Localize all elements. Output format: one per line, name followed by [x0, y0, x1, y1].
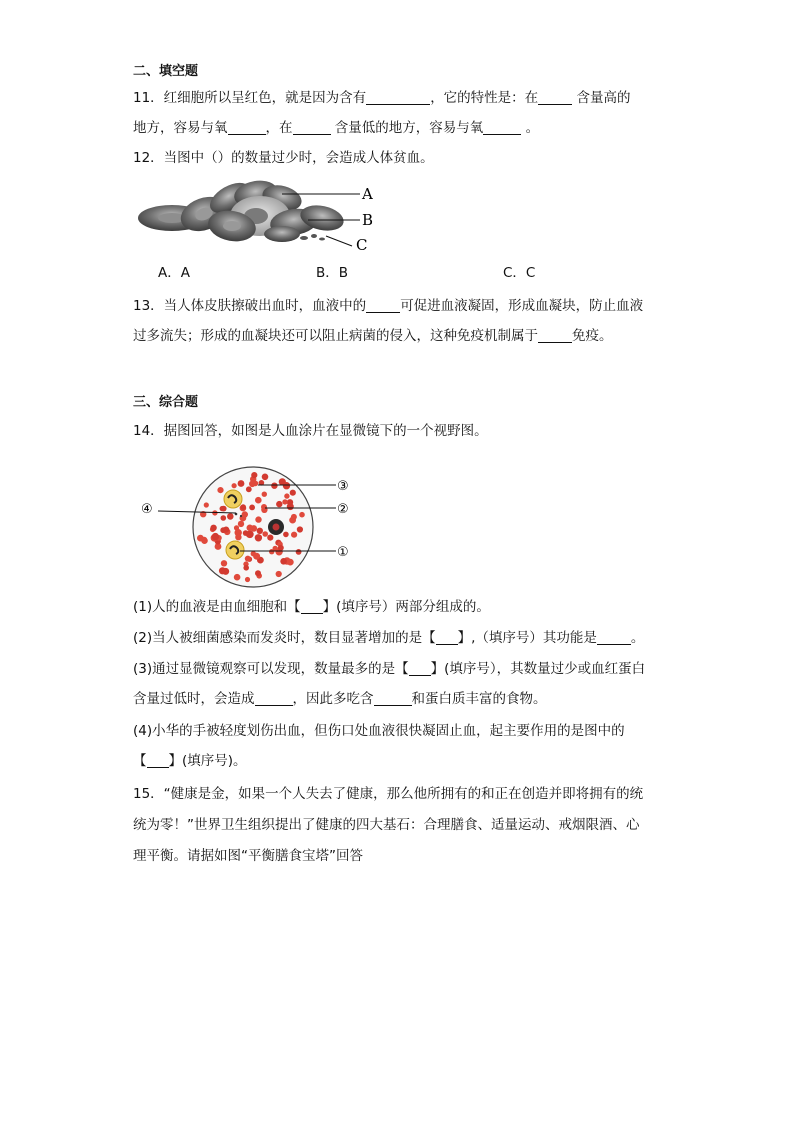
- figure-label-b: B: [362, 211, 374, 229]
- red-blood-cell: [217, 487, 223, 493]
- q14-sub-3-line-2: [133, 689, 547, 709]
- platelet: [319, 238, 325, 241]
- platelet: [300, 236, 308, 240]
- red-blood-cell: [240, 504, 246, 510]
- red-blood-cell: [264, 226, 300, 242]
- red-blood-cell: [255, 516, 261, 522]
- figure-label-c: C: [356, 236, 368, 254]
- q11-text-f: 含量低的地方，容易与氧: [330, 120, 484, 136]
- answer-blank[interactable]: [538, 90, 572, 105]
- q14-1-text-b: 】(填序号）两部分组成的。: [322, 599, 490, 615]
- q13-text-c: 过多流失；形成的血凝块还可以阻止病菌的侵入，这种免疫机制属于: [133, 328, 538, 344]
- red-blood-cell: [220, 527, 226, 533]
- q14-4-text-c: 】(填序号)。: [168, 753, 247, 769]
- red-blood-cell: [243, 565, 249, 571]
- red-blood-cell: [296, 549, 302, 555]
- q13-text-a: 13．当人体皮肤擦破出血时，血液中的: [133, 298, 367, 314]
- red-blood-cell: [243, 530, 249, 536]
- answer-blank[interactable]: [293, 120, 331, 135]
- answer-blank[interactable]: [255, 691, 293, 706]
- figure-label-4: ④: [141, 502, 153, 517]
- answer-blank[interactable]: [409, 661, 431, 676]
- question-15-line-2: 统为零！”世界卫生组织提出了健康的四大基石：合理膳食、适量运动、戒烟限酒、心: [133, 817, 640, 833]
- microscope-view-figure: [138, 465, 368, 589]
- red-blood-cell: [278, 545, 284, 551]
- section-title-fill-in: 二、填空题: [133, 64, 199, 79]
- question-11-line-1: [133, 88, 630, 108]
- answer-blank[interactable]: [374, 691, 412, 706]
- q14-sub-2: [133, 628, 644, 648]
- red-blood-cell: [234, 574, 241, 581]
- question-13-line-2: [133, 326, 613, 346]
- section-title-comprehensive: 三、综合题: [133, 395, 199, 410]
- red-blood-cell: [290, 490, 296, 496]
- q14-3-text-b: 】(填序号），其数量过少或血红蛋白: [430, 661, 646, 677]
- red-blood-cell: [276, 571, 282, 577]
- red-blood-cell: [262, 474, 269, 481]
- red-blood-cell: [246, 486, 252, 492]
- red-blood-cell: [220, 506, 225, 511]
- red-blood-cell: [221, 515, 227, 521]
- red-blood-cell: [255, 570, 261, 576]
- red-blood-cell: [255, 534, 262, 541]
- leader-line-c: [326, 236, 352, 246]
- q14-4-text-b: 【: [133, 753, 147, 769]
- platelet: [311, 234, 317, 238]
- answer-blank[interactable]: [366, 298, 400, 313]
- answer-blank[interactable]: [147, 753, 169, 768]
- red-blood-cell: [221, 560, 227, 566]
- q14-sub-4-line-2: [133, 751, 247, 771]
- red-blood-cell: [232, 483, 237, 488]
- red-blood-cell: [287, 559, 294, 566]
- white-blood-cell-dark-core: [273, 524, 280, 531]
- q13-text-b: 可促进血液凝固，形成血凝块，防止血液: [400, 298, 644, 314]
- q11-text-e: ，在: [265, 120, 293, 136]
- question-11-line-2: [133, 118, 539, 138]
- question-14-text: 14．据图回答，如图是人血涂片在显微镜下的一个视野图。: [133, 423, 488, 439]
- red-blood-cell: [234, 525, 239, 530]
- red-blood-cell: [212, 533, 219, 540]
- q14-3-text-d: ，因此多吃含: [292, 691, 374, 707]
- q14-2-text-a: (2)当人被细菌感染而发炎时，数目显著增加的是【: [133, 630, 436, 646]
- red-blood-cell: [297, 526, 303, 532]
- q14-1-text-a: (1)人的血液是由血细胞和【: [133, 599, 301, 615]
- q11-text-g: 。: [521, 120, 540, 136]
- q14-sub-3-line-1: [133, 659, 645, 679]
- question-15-line-1: 15．“健康是金，如果一个人失去了健康，那么他所拥有的和正在创造并即将拥有的统: [133, 786, 644, 802]
- red-blood-cell: [262, 492, 267, 497]
- red-blood-cell: [291, 532, 297, 538]
- red-blood-cell: [255, 497, 262, 504]
- answer-blank[interactable]: [301, 599, 323, 614]
- q11-text-c: 含量高的: [572, 90, 631, 106]
- question-13-line-1: [133, 296, 643, 316]
- answer-blank[interactable]: [483, 120, 521, 135]
- option-c[interactable]: C．C: [503, 265, 536, 281]
- q11-text-a: 11．红细胞所以呈红色，就是因为含有: [133, 90, 367, 106]
- red-blood-cell: [204, 502, 209, 507]
- red-blood-cell: [280, 558, 287, 565]
- red-blood-cell: [282, 499, 287, 504]
- red-blood-cell: [279, 478, 286, 485]
- red-blood-cell: [238, 480, 245, 487]
- red-blood-cell: [271, 483, 277, 489]
- platelet: [240, 515, 242, 517]
- red-blood-cell: [299, 512, 305, 518]
- red-blood-cell: [262, 531, 268, 537]
- question-12-text: 12．当图中（）的数量过少时，会造成人体贫血。: [133, 150, 434, 166]
- q14-sub-4-line-1: (4)小华的手被轻度划伤出血，但伤口处血液很快凝固止血，起主要作用的是图中的: [133, 723, 625, 739]
- red-blood-cell: [267, 535, 273, 541]
- q14-2-text-b: 】,（填序号）其功能是: [457, 630, 597, 646]
- red-blood-cell: [245, 556, 251, 562]
- figure-label-a: A: [362, 185, 373, 203]
- red-blood-cell: [261, 504, 267, 510]
- answer-blank[interactable]: [538, 328, 572, 343]
- red-blood-cell: [247, 525, 254, 532]
- red-blood-cell: [238, 521, 244, 527]
- red-blood-cell: [283, 532, 289, 538]
- red-blood-cell: [251, 551, 256, 556]
- figure-label-3: ③: [337, 479, 349, 494]
- figure-label-2: ②: [337, 502, 349, 517]
- white-blood-cell: [224, 490, 242, 508]
- red-blood-cell: [202, 537, 207, 542]
- q14-3-text-c: 含量过低时，会造成: [133, 691, 255, 707]
- red-blood-cell: [219, 567, 226, 574]
- red-blood-cell: [249, 505, 255, 511]
- q14-3-text-a: (3)通过显微镜观察可以发现，数量最多的是【: [133, 661, 409, 677]
- red-blood-cell: [276, 501, 282, 507]
- white-blood-cell: [226, 541, 244, 559]
- answer-blank[interactable]: [366, 90, 430, 105]
- answer-blank[interactable]: [436, 630, 458, 645]
- red-blood-cell: [269, 549, 274, 554]
- question-15-line-3: 理平衡。请据如图“平衡膳食宝塔”回答: [133, 848, 363, 864]
- figure-label-1: ①: [337, 545, 349, 560]
- red-blood-cell-center: [223, 221, 241, 231]
- red-blood-cell: [251, 472, 257, 478]
- red-blood-cell: [287, 503, 294, 510]
- q14-sub-1: [133, 597, 490, 617]
- red-blood-cell: [227, 513, 234, 520]
- q14-2-text-c: 。: [630, 630, 645, 646]
- option-b[interactable]: B．B: [316, 265, 349, 281]
- red-blood-cell: [210, 525, 216, 531]
- red-blood-cell: [257, 528, 263, 534]
- q13-text-d: 免疫。: [572, 328, 613, 344]
- q11-text-d: 地方，容易与氧: [133, 120, 228, 136]
- answer-blank[interactable]: [597, 630, 631, 645]
- blood-cells-figure: [132, 176, 392, 256]
- option-a[interactable]: A．A: [158, 265, 190, 281]
- q14-3-text-e: 和蛋白质丰富的食物。: [411, 691, 547, 707]
- red-blood-cell: [284, 493, 289, 498]
- answer-blank[interactable]: [228, 120, 266, 135]
- q11-text-b: ，它的特性是：在: [430, 90, 539, 106]
- red-blood-cell: [291, 514, 297, 520]
- red-blood-cell: [245, 577, 250, 582]
